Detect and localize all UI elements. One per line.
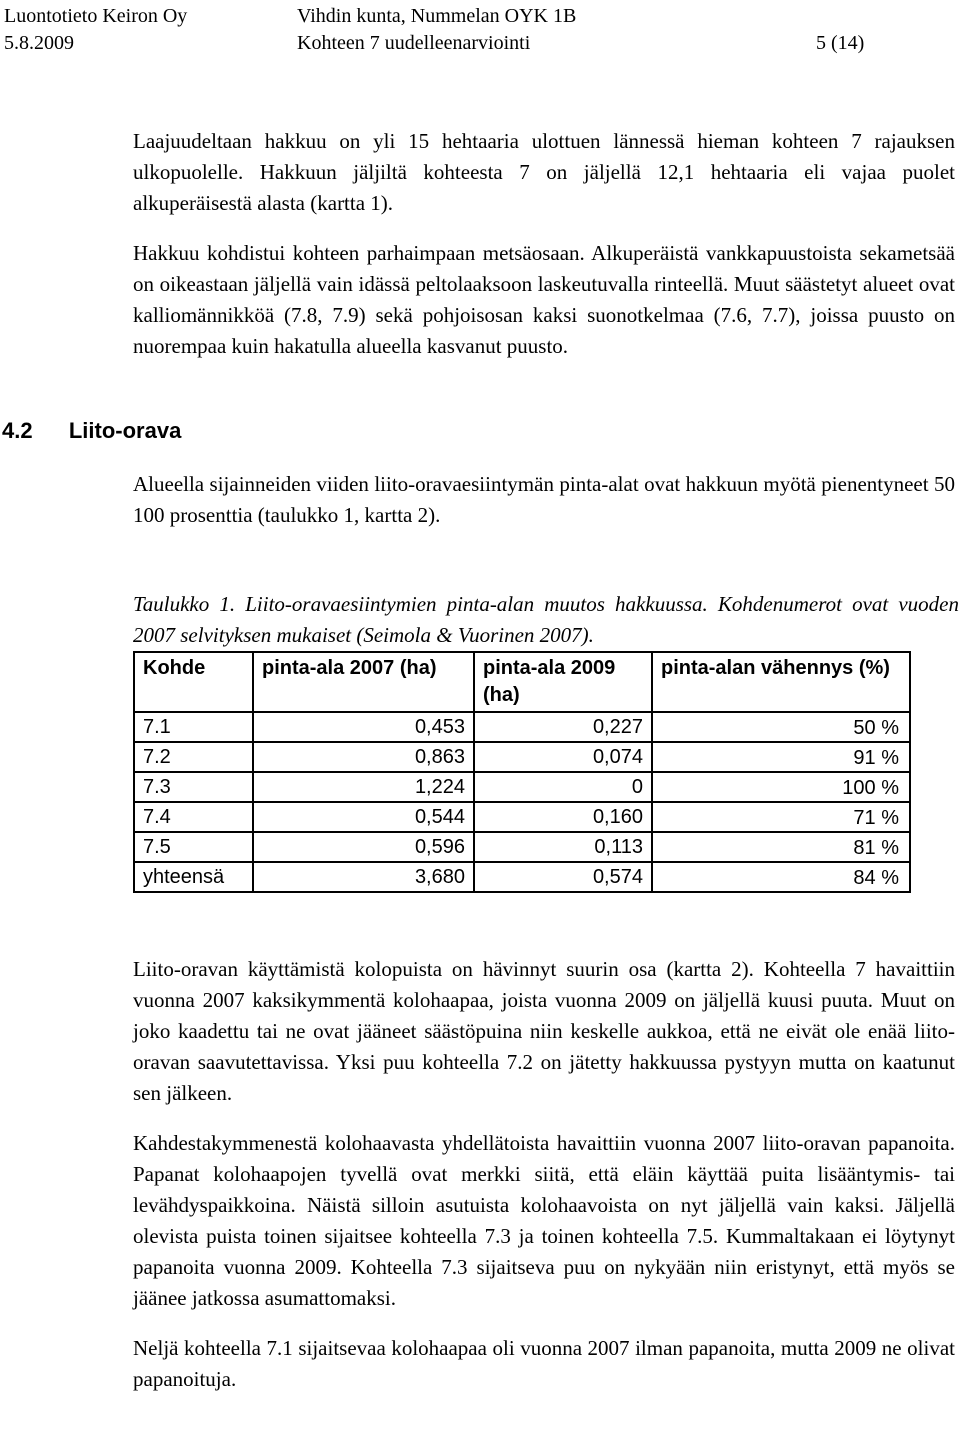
table-row [134,742,910,772]
header-page-number: 5 (14) [816,32,865,54]
header-client: Vihdin kunta, Nummelan OYK 1B [297,5,577,27]
table-cell-reduction: 71 % [652,802,910,832]
table-cell-reduction: 91 % [652,742,910,772]
section-number: 4.2 [2,418,33,443]
table-cell-kohde: 7.2 [134,742,253,772]
table-cell-reduction: 81 % [652,832,910,862]
table-row [134,712,910,742]
paragraph-kolopuut: Liito-oravan käyttämistä kolopuista on hävinnyt suurin osa (kartta 2). Kohteella 7 havaittiin vuonna 2007 kaksikymmentä kolohaapaa, joista vuonna 2009 on jäljellä kuusi puuta. Muut on joko kaadettu tai ne ovat jääneet säästöpuina niin keskelle aukkoa, että ne eivät ole enää liito-oravan saavutettavissa. Yksi puu kohteella 7.2 on jätetty hakkuussa pystyyn mutta on kaatunut sen jälkeen. [133,957,955,1105]
paragraph-liito-orava-intro: Alueella sijainneiden viiden liito-oravaesiintymän pinta-alat ovat hakkuun myötä pienentyneet 50 100 prosenttia (taulukko 1, kartta 2). [133,472,955,527]
table-cell-kohde: 7.5 [134,832,253,862]
table-cell-area-2007: 0,453 [253,712,474,742]
header-subject: Kohteen 7 uudelleenarviointi [297,32,531,54]
table-cell-area-2007: 1,224 [253,772,474,802]
table-cell-area-2009: 0,160 [474,802,652,832]
table-cell-kohde: 7.3 [134,772,253,802]
table-cell-area-2009: 0,574 [474,862,652,892]
section-top [133,126,955,362]
table-cell-area-2009: 0,074 [474,742,652,772]
table-cell-kohde: 7.4 [134,802,253,832]
table-cell-area-2007: 3,680 [253,862,474,892]
table-row [134,832,910,862]
section-heading [2,418,181,444]
paragraph-papanoidut: Neljä kohteella 7.1 sijaitsevaa kolohaapaa oli vuonna 2007 ilman papanoita, mutta 2009 ne olivat papanoituja. [133,1336,955,1391]
table-cell-reduction: 84 % [652,862,910,892]
table-cell-reduction: 100 % [652,772,910,802]
table-cell-area-2007: 0,596 [253,832,474,862]
table-cell-area-2009: 0 [474,772,652,802]
table-caption: Taulukko 1. Liito-oravaesiintymien pinta-alan muutos hakkuussa. Kohdenumerot ovat vuoden 2007 selvityksen mukaiset (Seimola & Vuorinen 2007). [133,592,959,647]
section-bottom [133,954,955,1395]
table-header-row [134,652,910,712]
table-row [134,772,910,802]
liito-orava-table [133,651,911,893]
table-header-area-2007: pinta-ala 2007 (ha) [253,652,474,712]
table-cell-kohde: 7.1 [134,712,253,742]
table-header-kohde: Kohde [134,652,253,712]
paragraph-hakkuu-extent: Laajuudeltaan hakkuu on yli 15 hehtaaria ulottuen lännessä hieman kohteen 7 rajauksen ulkopuolelle. Hakkuun jäljiltä kohteesta 7 on jäljellä 12,1 hehtaaria eli vajaa puolet alkuperäisestä alasta (kartta 1). [133,129,955,215]
table-row [134,802,910,832]
section-title: Liito-orava [68,418,182,443]
header-company: Luontotieto Keiron Oy [4,5,188,27]
table-cell-reduction: 50 % [652,712,910,742]
table-header-reduction: pinta-alan vähennys (%) [652,652,910,712]
table-header-area-2009: pinta-ala 2009 (ha) [474,652,652,712]
table-cell-area-2007: 0,863 [253,742,474,772]
table-cell-area-2007: 0,544 [253,802,474,832]
paragraph-hakkuu-target: Hakkuu kohdistui kohteen parhaimpaan metsäosaan. Alkuperäistä vankkapuustoista sekametsää on oikeastaan jäljellä vain idässä peltolaaksoon laskeutuvalla rinteellä. Muut säästetyt alueet ovat kalliomännikköä (7.8, 7.9) sekä pohjoisosan kaksi suonotkelmaa (7.6, 7.7), joissa puusto on nuorempaa kuin hakatulla alueella kasvanut puusto. [133,241,955,358]
table-cell-area-2009: 0,113 [474,832,652,862]
header-date: 5.8.2009 [4,32,74,54]
table-cell-kohde: yhteensä [134,862,253,892]
table-cell-area-2009: 0,227 [474,712,652,742]
paragraph-kolohaavat: Kahdestakymmenestä kolohaavasta yhdellätoista havaittiin vuonna 2007 liito-oravan papanoita. Papanat kolohaapojen tyvellä ovat merkki siitä, että eläin käyttää puita lisääntymis- tai levähdyspaikkoina. Näistä silloin asutuista kolohaavoista on nyt jäljellä vain kaksi. Jäljellä olevista puista toinen sijaitsee kohteella 7.3 ja toinen kohteella 7.5. Kummaltakaan ei löytynyt papanoita vuonna 2009. Kohteella 7.3 sijaitseva puu on nykyään niin eristynyt, että myös se jäänee jatkossa asumattomaksi. [133,1131,955,1310]
table-row-total [134,862,910,892]
